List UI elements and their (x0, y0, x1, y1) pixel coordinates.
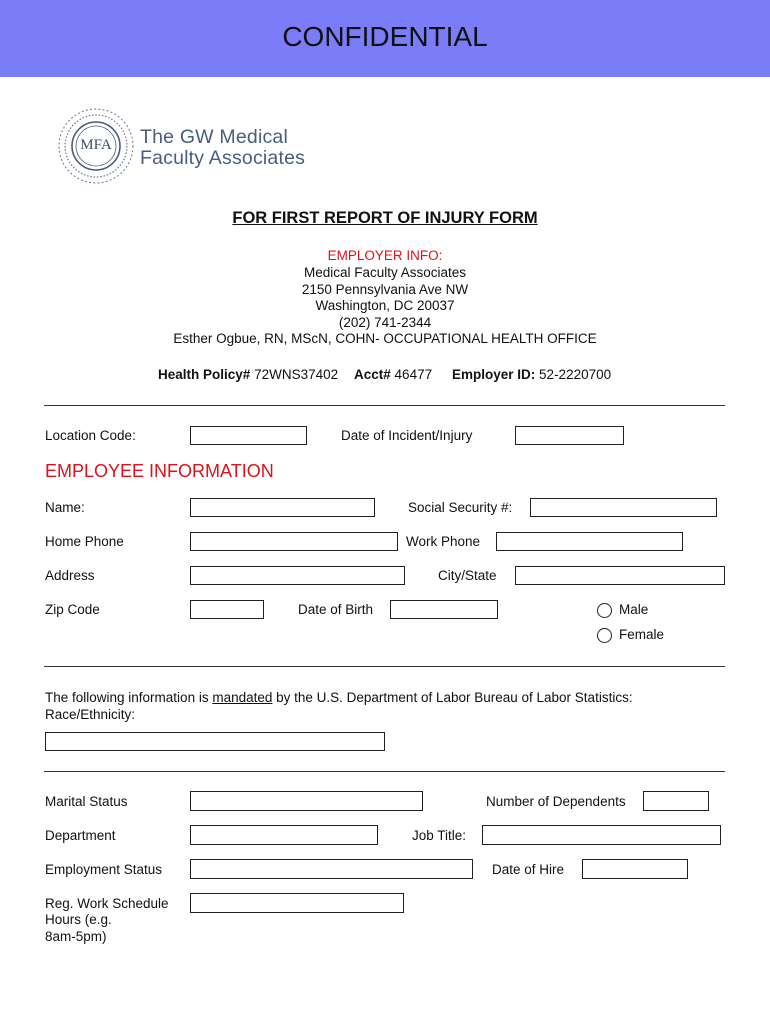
mandate-text: The following information is mandated by the U.S. Department of Labor Bureau of Labor Statistics: (45, 690, 633, 705)
city-state-label: City/State (438, 568, 497, 583)
department-label: Department (45, 828, 116, 843)
divider-1 (44, 405, 725, 406)
female-label: Female (619, 627, 665, 642)
zip-code-field[interactable] (190, 600, 264, 619)
work-schedule-field[interactable] (190, 893, 404, 913)
work-schedule-label-2: Hours (e.g. (45, 912, 112, 927)
location-code-label: Location Code: (45, 428, 136, 443)
health-policy: Health Policy# 72WNS37402 (158, 367, 339, 382)
banner-title: CONFIDENTIAL (282, 21, 488, 52)
female-radio[interactable] (597, 628, 612, 643)
male-label: Male (619, 602, 649, 617)
employment-status-field[interactable] (190, 859, 473, 879)
name-label: Name: (45, 500, 85, 515)
date-of-incident-field[interactable] (515, 426, 624, 445)
city-state-field[interactable] (515, 566, 725, 585)
employer-info-heading: EMPLOYER INFO: (327, 248, 443, 263)
employer-street: 2150 Pennsylvania Ave NW (301, 282, 469, 297)
job-title-field[interactable] (482, 825, 721, 845)
ssn-field[interactable] (530, 498, 717, 517)
home-phone-field[interactable] (190, 532, 398, 551)
divider-2 (44, 666, 725, 667)
employer-contact: Esther Ogbue, RN, MScN, COHN- OCCUPATIONAL HEALTH OFFICE (173, 331, 597, 346)
number-of-dependents-label: Number of Dependents (486, 794, 626, 809)
employer-name: Medical Faculty Associates (303, 265, 467, 280)
number-of-dependents-field[interactable] (643, 791, 709, 811)
form-title: FOR FIRST REPORT OF INJURY FORM (232, 209, 538, 227)
employer-id: Employer ID: 52-2220700 (452, 367, 612, 382)
logo-line-2: Faculty Associates (140, 147, 306, 169)
zip-code-label: Zip Code (45, 602, 100, 617)
job-title-label: Job Title: (412, 828, 467, 843)
date-of-birth-field[interactable] (390, 600, 498, 619)
name-field[interactable] (190, 498, 375, 517)
account-number: Acct# 46477 (354, 367, 433, 382)
race-ethnicity-label: Race/Ethnicity: (45, 707, 136, 722)
location-code-field[interactable] (190, 426, 307, 445)
date-of-birth-label: Date of Birth (298, 602, 374, 617)
work-schedule-label-3: 8am-5pm) (45, 929, 107, 944)
employment-status-label: Employment Status (45, 862, 163, 877)
employer-city: Washington, DC 20037 (315, 298, 455, 313)
ssn-label: Social Security #: (408, 500, 513, 515)
date-of-incident-label: Date of Incident/Injury (341, 428, 473, 443)
marital-status-field[interactable] (190, 791, 423, 811)
address-field[interactable] (190, 566, 405, 585)
logo-line-1: The GW Medical (140, 126, 289, 148)
employee-information-heading: EMPLOYEE INFORMATION (45, 461, 274, 481)
home-phone-label: Home Phone (45, 534, 124, 549)
date-of-hire-label: Date of Hire (492, 862, 565, 877)
divider-3 (44, 771, 725, 772)
work-phone-field[interactable] (496, 532, 683, 551)
date-of-hire-field[interactable] (582, 859, 688, 879)
mfa-logo (56, 106, 306, 188)
male-radio[interactable] (597, 603, 612, 618)
address-label: Address (45, 568, 95, 583)
department-field[interactable] (190, 825, 378, 845)
work-schedule-label-1: Reg. Work Schedule (45, 896, 169, 911)
employer-phone: (202) 741-2344 (338, 315, 432, 330)
race-ethnicity-field[interactable] (45, 732, 385, 751)
marital-status-label: Marital Status (45, 794, 128, 809)
work-phone-label: Work Phone (406, 534, 481, 549)
mfa-seal-text: MFA (80, 137, 112, 153)
